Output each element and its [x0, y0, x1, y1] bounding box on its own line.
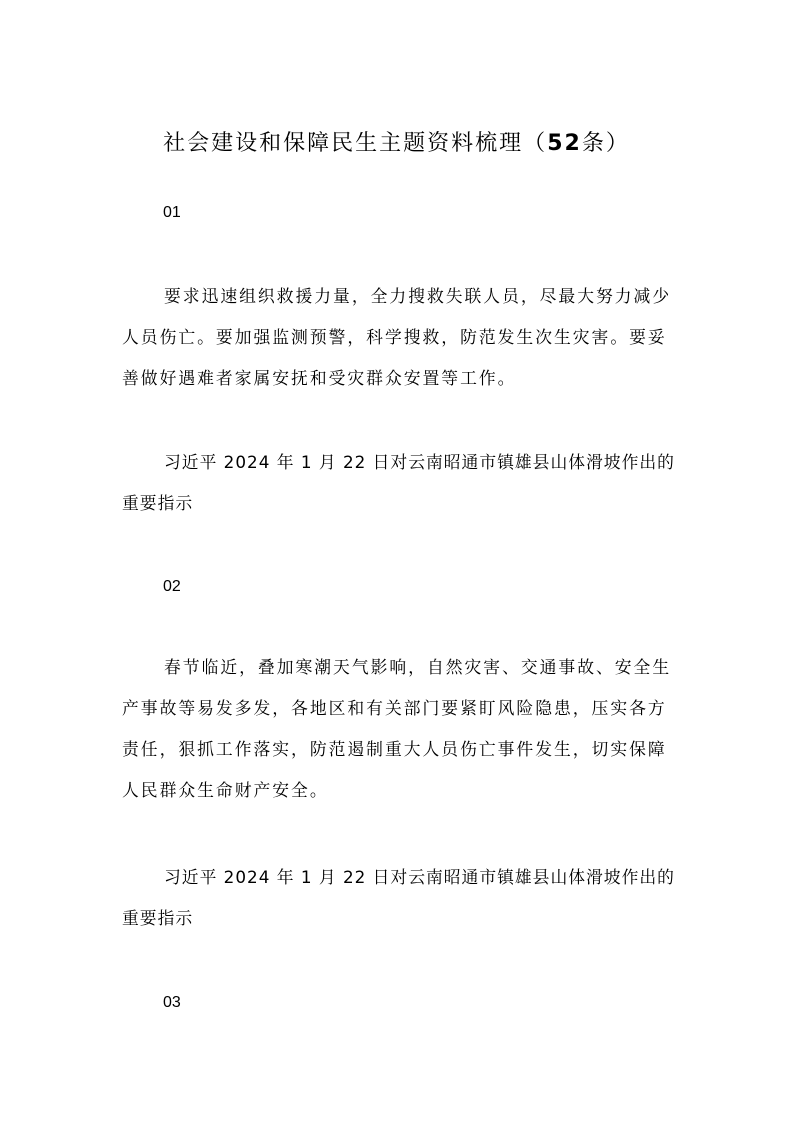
entry-text-01: 要求迅速组织救援力量，全力搜救失联人员，尽最大努力减少人员伤亡。要加强监测预警，科学搜救，防范发生次生灾害。要妥善做好遇难者家属安抚和受灾群众安置等工作。: [122, 286, 672, 388]
entry-number-03: 03: [163, 994, 181, 1011]
title-count: 52: [547, 131, 582, 156]
title-main: 社会建设和保障民生主题资料梳理（: [163, 131, 548, 156]
entry-number-01: 01: [163, 204, 181, 221]
title-end: 条）: [581, 131, 630, 156]
entry-source-01: 习近平 2024 年 1 月 22 日对云南昭通市镇雄县山体滑坡作出的重要指示: [122, 452, 675, 513]
entry-number-02: 02: [163, 578, 181, 595]
entry-text-02: 春节临近，叠加寒潮天气影响，自然灾害、交通事故、安全生产事故等易发多发，各地区和有关部门要紧盯风险隐患，压实各方责任，狠抓工作落实，防范遏制重大人员伤亡事件发生，切实保障人民群众生命财产安全。: [122, 657, 672, 800]
document-title: [0, 128, 793, 160]
entry-source-02: 习近平 2024 年 1 月 22 日对云南昭通市镇雄县山体滑坡作出的重要指示: [122, 867, 675, 928]
